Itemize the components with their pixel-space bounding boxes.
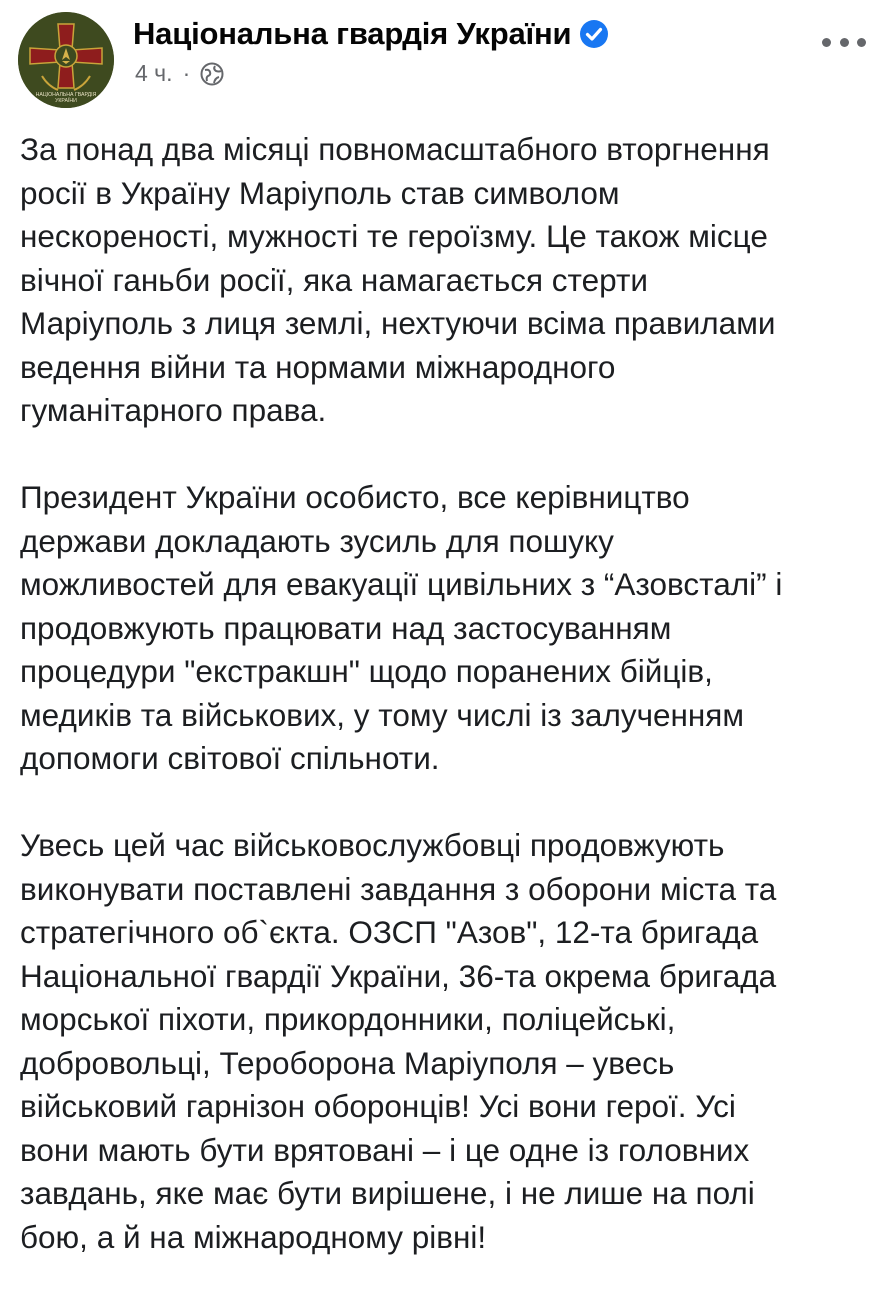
avatar-caption-line1: НАЦІОНАЛЬНА ГВАРДІЯ	[35, 92, 97, 98]
page-name-row	[133, 16, 609, 52]
post-text-line: Маріуполь з лиця землі, нехтуючи всіма правилами	[20, 305, 776, 341]
post-paragraph-2	[20, 476, 870, 781]
verified-badge-icon	[579, 19, 609, 49]
post-text-line: продовжують працювати над застосуванням	[20, 609, 672, 646]
post-text-line: процедури "екстракшн" щодо поранених бійців,	[20, 653, 713, 689]
post-timestamp[interactable]: 4 ч.	[135, 60, 173, 86]
more-dot-icon	[840, 38, 849, 47]
post-text-line: військовий гарнізон оборонців! Усі вони герої. Усі	[20, 1088, 736, 1124]
more-dot-icon	[822, 38, 831, 47]
post-text-line: вони мають бути врятовані – і це одне із головних	[20, 1131, 750, 1168]
post-text-line: гуманітарного права.	[20, 392, 327, 428]
national-guard-emblem-icon	[18, 12, 114, 108]
post-text-line: можливостей для евакуації цивільних з “Азовсталі” і	[20, 566, 783, 602]
more-options-button[interactable]	[822, 30, 866, 54]
post-text-line: Президент України особисто, все керівництво	[20, 479, 690, 515]
post-header	[0, 0, 878, 108]
post-text-line: допомоги світової спільноти.	[20, 740, 440, 776]
post-text-line: стратегічного об`єкта. ОЗСП "Азов", 12-та бригада	[20, 914, 759, 950]
post-text-line: бою, а й на міжнародному рівні!	[20, 1218, 487, 1255]
post-text-line: держави докладають зусиль для пошуку	[20, 522, 614, 559]
avatar-caption-line2: УКРАЇНИ	[55, 98, 77, 104]
post-text-line: медиків та військових, у тому числі із залученням	[20, 696, 745, 733]
post-text-line: Національної гвардії України, 36-та окрема бригада	[20, 957, 777, 994]
post-text	[20, 128, 870, 1303]
post-text-line: Увесь цей час військовослужбовці продовжують	[20, 827, 725, 863]
post-text-line: За понад два місяці повномасштабного вторгнення	[20, 131, 770, 167]
post-text-line: ведення війни та нормами міжнародного	[20, 348, 616, 385]
post-text-line: добровольці, Тероборона Маріуполя – увесь	[20, 1044, 675, 1081]
more-dot-icon	[857, 38, 866, 47]
post-text-line: морської піхоти, прикордонники, поліцейські,	[20, 1001, 676, 1037]
page-name-link[interactable]: Національна гвардія України	[133, 16, 572, 51]
post-text-line: виконувати поставлені завдання з оборони міста та	[20, 870, 777, 907]
globe-icon	[200, 62, 224, 86]
post-paragraph-3	[20, 824, 870, 1259]
post-paragraph-1	[20, 128, 870, 433]
post-text-line: нескореності, мужності те героїзму. Це також місце	[20, 218, 768, 254]
post-text-line: завдань, яке має бути вирішене, і не лише на полі	[20, 1175, 755, 1211]
meta-separator: ·	[182, 60, 191, 86]
post-text-line: росії в Україну Маріуполь став символом	[20, 174, 620, 211]
page-avatar[interactable]	[18, 12, 114, 108]
post-text-line: вічної ганьби росії, яка намагається стерти	[20, 261, 648, 298]
post-meta	[135, 60, 224, 87]
